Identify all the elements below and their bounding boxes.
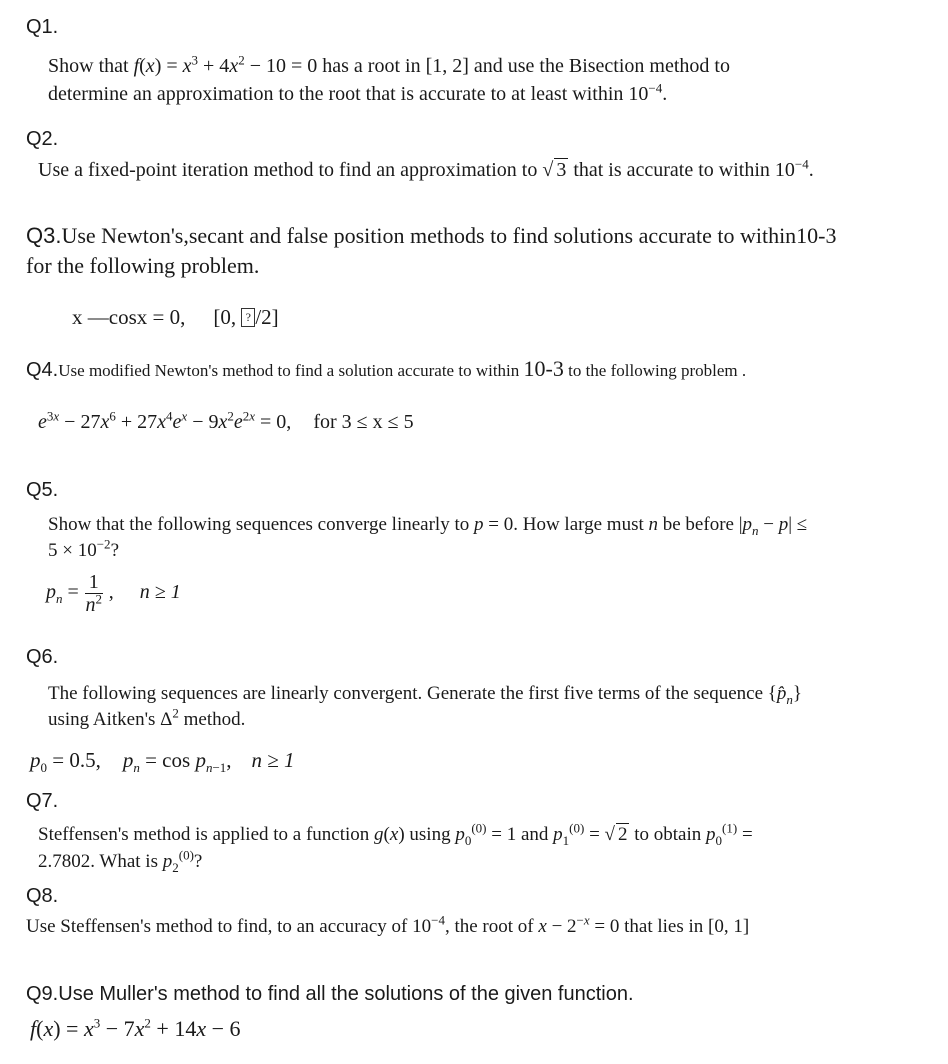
question-4-equation: $e^{3x} - 27x^6 + 27x^4e^x - 9x^2e^{2x} = 0$, for 3 ≤ x ≤ 5 bbox=[38, 408, 414, 433]
question-5-sequence: $p_n$ = $\frac{1}{n^2}$ , n ≥ 1 bbox=[46, 571, 181, 616]
q7-text-d: = bbox=[584, 824, 605, 845]
q6-text-a: The following sequences are linearly convergent. Generate the first five terms of the sequence { bbox=[48, 683, 777, 704]
q5-text-a: Show that the following sequences converge linearly to bbox=[48, 514, 470, 535]
question-9-label: Q9. bbox=[26, 983, 59, 1005]
q3-eq: x —cosx = 0, bbox=[72, 305, 186, 329]
q8-text-b: , the root of bbox=[444, 916, 534, 937]
q2-text-b: that is accurate to within 10 bbox=[568, 159, 795, 181]
question-1-line-2 bbox=[48, 80, 667, 108]
question-2-label: Q2. bbox=[26, 128, 59, 150]
q1-text-c: determine an approximation to the root that is accurate to at least within 10 bbox=[48, 83, 649, 105]
q6-text-c: method. bbox=[178, 709, 246, 730]
q5-text-b: How large must bbox=[517, 514, 644, 535]
q6-p0: 0.5, bbox=[69, 748, 101, 772]
question-1-line-1: Show that $f(x) = x^3 + 4x^2 - 10 = 0$ has a root in [1, 2] and use the Bisection method to bbox=[48, 52, 730, 77]
q4-range: for 3 ≤ x ≤ 5 bbox=[313, 411, 414, 433]
q1-period: . bbox=[662, 83, 668, 105]
q4-text-a: Use modified Newton's method to find a solution accurate to within bbox=[58, 361, 524, 380]
question-7-line-2: 2.7802. What is $p_2^{(0)}$? bbox=[38, 847, 203, 875]
q6-condition: n ≥ 1 bbox=[251, 748, 295, 772]
q8-text-c: = 0 that lies in [0, 1] bbox=[589, 916, 750, 937]
q6-text-b: using Aitken's Δ bbox=[48, 709, 173, 730]
question-1-label: Q1. bbox=[26, 16, 59, 38]
question-6-line-1: The following sequences are linearly convergent. Generate the first five terms of the sequence $\{p̂_n\}$ bbox=[48, 683, 803, 707]
q7-radicand: 2 bbox=[617, 824, 628, 845]
q1-text-b: has a root in [1, 2] and use the Bisection method to bbox=[317, 55, 730, 77]
q7-text-c: = 1 and bbox=[486, 824, 549, 845]
q5-numerator: 1 bbox=[85, 571, 103, 594]
q5-text-c: be before bbox=[658, 514, 734, 535]
q5-exponent: −2 bbox=[96, 536, 111, 552]
question-7-label: Q7. bbox=[26, 790, 59, 812]
q7-text-e: to obtain bbox=[629, 824, 702, 845]
q4-text-b: to the following problem . bbox=[563, 361, 747, 380]
q9-text: Use Muller's method to find all the solutions of the given function. bbox=[58, 983, 634, 1005]
q8-exponent: −4 bbox=[431, 912, 445, 928]
q2-text-a: Use a fixed-point iteration method to find an approximation to bbox=[38, 159, 543, 181]
q1-text-a: Show that bbox=[48, 55, 134, 77]
q3-interval-a: [0, bbox=[213, 305, 242, 329]
q6-brace: } bbox=[792, 683, 803, 704]
question-5-label: Q5. bbox=[26, 479, 59, 501]
question-2-text: Use a fixed-point iteration method to find an approximation to √ 3 that is accurate to within $10^{-4}$. bbox=[38, 156, 814, 181]
q2-exponent: −4 bbox=[794, 156, 809, 172]
question-7-line-1: Steffensen's method is applied to a function g(x) using $p_0^{(0)} = 1$ and $p_1^{(0)}$ = √ 2 to obtain $p_0^{(1)}$ = bbox=[38, 820, 753, 848]
question-6-label: Q6. bbox=[26, 646, 59, 668]
question-3-line-1 bbox=[26, 222, 837, 250]
q7-text-g: 2.7802. What is bbox=[38, 851, 158, 872]
missing-glyph-icon: ? bbox=[241, 308, 255, 327]
q5-question-mark: ? bbox=[110, 540, 119, 561]
question-3-line-2: for the following problem. bbox=[26, 253, 260, 278]
q2-radicand: 3 bbox=[556, 159, 567, 181]
question-4-line-1 bbox=[26, 355, 746, 385]
question-8-text: Use Steffensen's method to find, to an accuracy of $10^{-4}$, the root of $x - 2^{-x} = 0$ that lies in [0, 1] bbox=[26, 912, 750, 937]
q7-text-a: Steffensen's method is applied to a function bbox=[38, 824, 370, 845]
question-3-equation bbox=[72, 303, 279, 331]
q4-accuracy: 10-3 bbox=[523, 356, 564, 381]
q1-exponent: −4 bbox=[648, 80, 663, 96]
question-5-line-2 bbox=[48, 537, 119, 565]
q7-question-mark: ? bbox=[193, 851, 203, 872]
question-9-line-1 bbox=[26, 983, 634, 1006]
question-3-label: Q3. bbox=[26, 223, 62, 248]
q8-text-a: Use Steffensen's method to find, to an accuracy of 10 bbox=[26, 916, 432, 937]
q3-interval-b: /2] bbox=[255, 305, 279, 329]
q3-text-a: Use Newton's,secant and false position methods to find solutions accurate to within10-3 bbox=[61, 223, 837, 248]
q5-condition: n ≥ 1 bbox=[139, 581, 181, 604]
question-8-label: Q8. bbox=[26, 885, 59, 907]
question-6-sequence: $p_0 = 0.5$, $p_n = \cos p_{n-1}$, n ≥ 1 bbox=[30, 748, 295, 776]
question-9-function: $f(x) = x^3 - 7x^2 + 14x - 6$ bbox=[30, 1015, 241, 1041]
q7-text-f: = bbox=[737, 824, 753, 845]
q5-text-d: 5 × 10 bbox=[48, 540, 97, 561]
q6-exponent: 2 bbox=[172, 705, 179, 721]
question-4-label: Q4. bbox=[26, 359, 59, 381]
q2-period: . bbox=[808, 159, 814, 181]
question-6-line-2 bbox=[48, 706, 245, 734]
q7-text-b: using bbox=[404, 824, 451, 845]
question-5-line-1: Show that the following sequences converge linearly to p = 0. How large must n be before $|p_n - p|$ ≤ bbox=[48, 514, 808, 538]
